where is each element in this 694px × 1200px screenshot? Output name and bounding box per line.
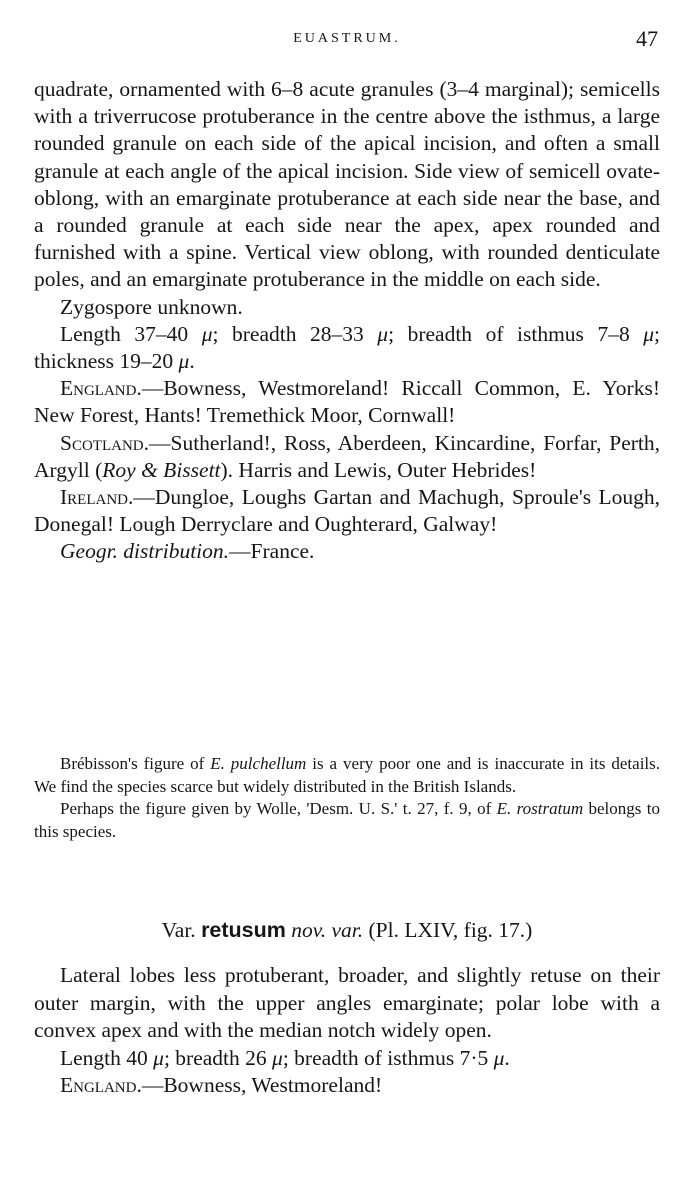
zygospore-line: Zygospore unknown. bbox=[60, 294, 243, 319]
variety-heading: Var. retusum nov. var. (Pl. LXIV, fig. 17.) bbox=[161, 918, 533, 942]
locality-label: England bbox=[60, 376, 137, 401]
locality-label: England bbox=[60, 1073, 137, 1097]
locality-england: England.—Bowness, Westmoreland! Riccall Common, E. Yorks! New Forest, Hants! Tremethick Moor, Cornwall! bbox=[34, 376, 660, 428]
notes-block bbox=[34, 753, 660, 843]
species-description-block bbox=[34, 76, 660, 566]
authority-citation: Roy & Bissett bbox=[102, 457, 221, 482]
running-title: EUASTRUM. bbox=[293, 31, 401, 46]
measurements-paragraph: Length 37–40 μ; breadth 28–33 μ; breadth of isthmus 7–8 μ; thickness 19–20 μ. bbox=[34, 321, 661, 374]
locality-label: Ireland bbox=[60, 485, 128, 510]
variety-description-block bbox=[34, 962, 660, 1100]
locality-label: Scotland bbox=[60, 430, 144, 455]
locality-scotland: Scotland.—Sutherland!, Ross, Aberdeen, Kincardine, Forfar, Perth, Argyll (Roy & Bissett). Harris and Lewis, Outer Hebrides! bbox=[34, 430, 660, 482]
variety-description: Lateral lobes less protuberant, broader, and slightly retuse on their outer margin, with the upper angles emarginate; polar lobe with a convex apex and with the median notch widely open. bbox=[34, 963, 660, 1042]
variety-measurements: Length 40 μ; breadth 26 μ; breadth of isthmus 7·5 μ. bbox=[60, 1045, 510, 1070]
page-header bbox=[34, 26, 660, 54]
variety-name: retusum bbox=[201, 918, 286, 942]
geographic-distribution: Geogr. distribution.—France. bbox=[60, 539, 315, 564]
page-number: 47 bbox=[636, 26, 658, 51]
variety-locality-england: England.—Bowness, Westmoreland! bbox=[60, 1073, 383, 1097]
note-paragraph: Brébisson's figure of E. pulchellum is a very poor one and is inaccurate in its details. We find the species scarce but widely distributed in the British Islands. bbox=[34, 754, 661, 796]
locality-ireland: Ireland.—Dungloe, Loughs Gartan and Machugh, Sproule's Lough, Donegal! Lough Derryclare and Oughterard, Galway! bbox=[34, 485, 660, 537]
description-paragraph: quadrate, ornamented with 6–8 acute granules (3–4 marginal); semicells with a triverrucose protuberance in the centre above the isthmus, a large rounded granule on each side of the apical incision, and often a small granule at each angle of the apical incision. Side view of semicell ovate-oblong, with an emarginate protuberance at each side near the base, and a rounded granule at each side near the apex, apex rounded and furnished with a spine. Vertical view oblong, with rounded denticulate poles, and an emarginate protuberance in the middle on each side. bbox=[34, 77, 660, 292]
note-paragraph: Perhaps the figure given by Wolle, 'Desm. U. S.' t. 27, f. 9, of E. rostratum belongs to this species. bbox=[34, 799, 660, 841]
plate-reference: (Pl. LXIV, fig. 17.) bbox=[368, 918, 533, 942]
